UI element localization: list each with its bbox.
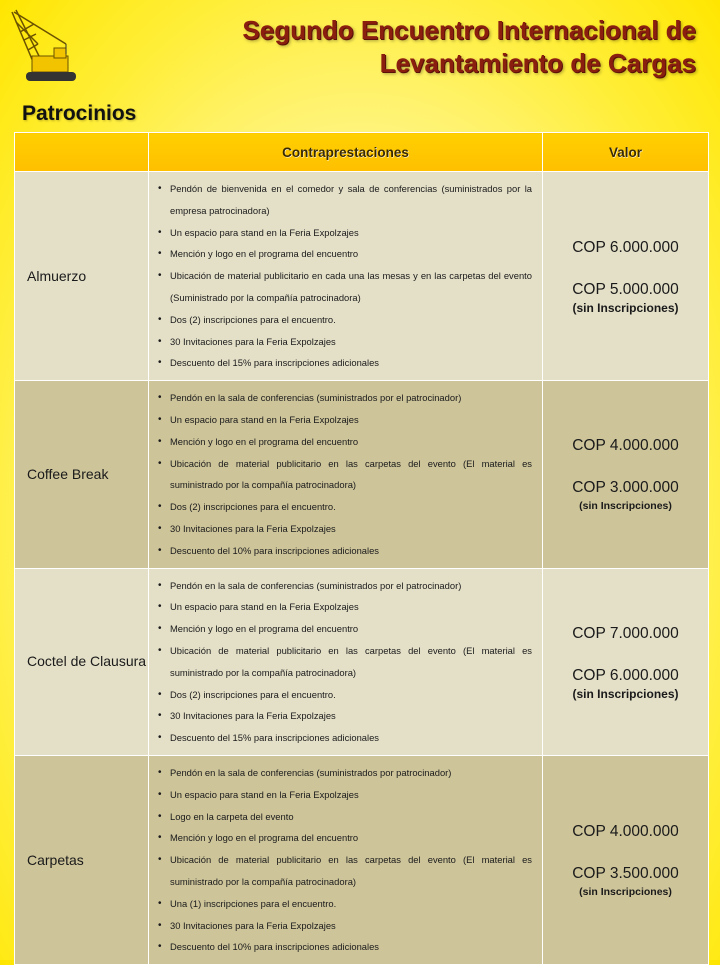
table-row [15, 568, 709, 755]
price-without-registrations: COP 5.000.000 [572, 281, 679, 299]
table-row [15, 381, 709, 568]
value-cell [543, 568, 709, 755]
benefit-item: • 30 Invitaciones para la Feria Expolzajes [157, 518, 532, 540]
title-line-2: Levantamiento de Cargas [379, 48, 696, 78]
benefits-list [157, 178, 532, 374]
header [0, 0, 720, 92]
column-header-value: Valor [543, 133, 709, 172]
benefits-list [157, 762, 532, 958]
benefit-item: • Un espacio para stand en la Feria Expolzajes [157, 596, 532, 618]
price: COP 4.000.000 [572, 437, 679, 455]
value-cell [543, 755, 709, 964]
benefit-item: • Un espacio para stand en la Feria Expolzajes [157, 784, 532, 806]
benefit-item: • Una (1) inscripciones para el encuentro. [157, 893, 532, 915]
section-title: Patrocinios [22, 102, 137, 125]
price-without-registrations: COP 3.000.000 [572, 479, 679, 497]
benefits-cell [149, 172, 543, 381]
benefit-item: • Mención y logo en el programa del encuentro [157, 431, 532, 453]
benefit-item: • Descuento del 10% para inscripciones adicionales [157, 936, 532, 958]
benefit-item: • Descuento del 15% para inscripciones adicionales [157, 352, 532, 374]
benefit-item: • Pendón de bienvenida en el comedor y sala de conferencias (suministrados por la empresa patrocinadora) [157, 178, 532, 222]
crane-icon [4, 4, 90, 90]
column-header-empty [15, 133, 149, 172]
benefit-item: • Pendón en la sala de conferencias (suministrados por patrocinador) [157, 762, 532, 784]
benefit-item: • Mención y logo en el programa del encuentro [157, 618, 532, 640]
title-line-1: Segundo Encuentro Internacional de [242, 15, 696, 45]
benefit-item: • 30 Invitaciones para la Feria Expolzajes [157, 915, 532, 937]
benefit-item: • Logo en la carpeta del evento [157, 806, 532, 828]
sponsor-name: Almuerzo [15, 172, 149, 381]
benefit-item: • 30 Invitaciones para la Feria Expolzajes [157, 705, 532, 727]
benefit-item: • Descuento del 10% para inscripciones adicionales [157, 540, 532, 562]
benefit-item: • Ubicación de material publicitario en las carpetas del evento (El material es suministrado por la compañía patrocinadora) [157, 849, 532, 893]
table-row [15, 172, 709, 381]
page-title [136, 14, 696, 80]
price-note: (sin Inscripciones) [579, 500, 672, 513]
price-without-registrations: COP 3.500.000 [572, 865, 679, 882]
value-cell [543, 172, 709, 381]
benefit-item: • Mención y logo en el programa del encuentro [157, 243, 532, 265]
benefits-list [157, 575, 532, 749]
benefit-item: • Dos (2) inscripciones para el encuentro. [157, 684, 532, 706]
sponsorship-table [14, 132, 709, 965]
price-note: (sin Inscripciones) [579, 886, 672, 898]
table-header-row [15, 133, 709, 172]
column-header-benefits: Contraprestaciones [149, 133, 543, 172]
benefits-cell [149, 568, 543, 755]
price: COP 6.000.000 [572, 239, 679, 257]
benefits-cell [149, 755, 543, 964]
price: COP 4.000.000 [572, 823, 679, 840]
benefit-item: • Ubicación de material publicitario en cada una las mesas y en las carpetas del evento (Suministrado por la compañía patrocinadora) [157, 265, 532, 309]
price: COP 7.000.000 [572, 624, 679, 642]
benefit-item: • Ubicación de material publicitario en las carpetas del evento (El material es suministrado por la compañía patrocinadora) [157, 640, 532, 684]
price-note: (sin Inscripciones) [572, 301, 679, 316]
benefits-list [157, 387, 532, 561]
sponsor-name: Coctel de Clausura [15, 568, 149, 755]
price-without-registrations: COP 6.000.000 [572, 666, 679, 684]
benefit-item: • Mención y logo en el programa del encuentro [157, 827, 532, 849]
benefit-item: • Ubicación de material publicitario en las carpetas del evento (El material es suministrado por la compañía patrocinadora) [157, 453, 532, 497]
benefit-item: • Un espacio para stand en la Feria Expolzajes [157, 222, 532, 244]
benefits-cell [149, 381, 543, 568]
table-row [15, 755, 709, 964]
sponsor-name: Carpetas [15, 755, 149, 964]
benefit-item: • Pendón en la sala de conferencias (suministrados por el patrocinador) [157, 387, 532, 409]
benefit-item: • Un espacio para stand en la Feria Expolzajes [157, 409, 532, 431]
benefit-item: • Dos (2) inscripciones para el encuentro. [157, 496, 532, 518]
benefit-item: • 30 Invitaciones para la Feria Expolzajes [157, 331, 532, 353]
benefit-item: • Descuento del 15% para inscripciones adicionales [157, 727, 532, 749]
benefit-item: • Dos (2) inscripciones para el encuentro. [157, 309, 532, 331]
benefit-item: • Pendón en la sala de conferencias (suministrados por el patrocinador) [157, 575, 532, 597]
value-cell [543, 381, 709, 568]
sponsor-name: Coffee Break [15, 381, 149, 568]
price-note: (sin Inscripciones) [572, 686, 679, 701]
